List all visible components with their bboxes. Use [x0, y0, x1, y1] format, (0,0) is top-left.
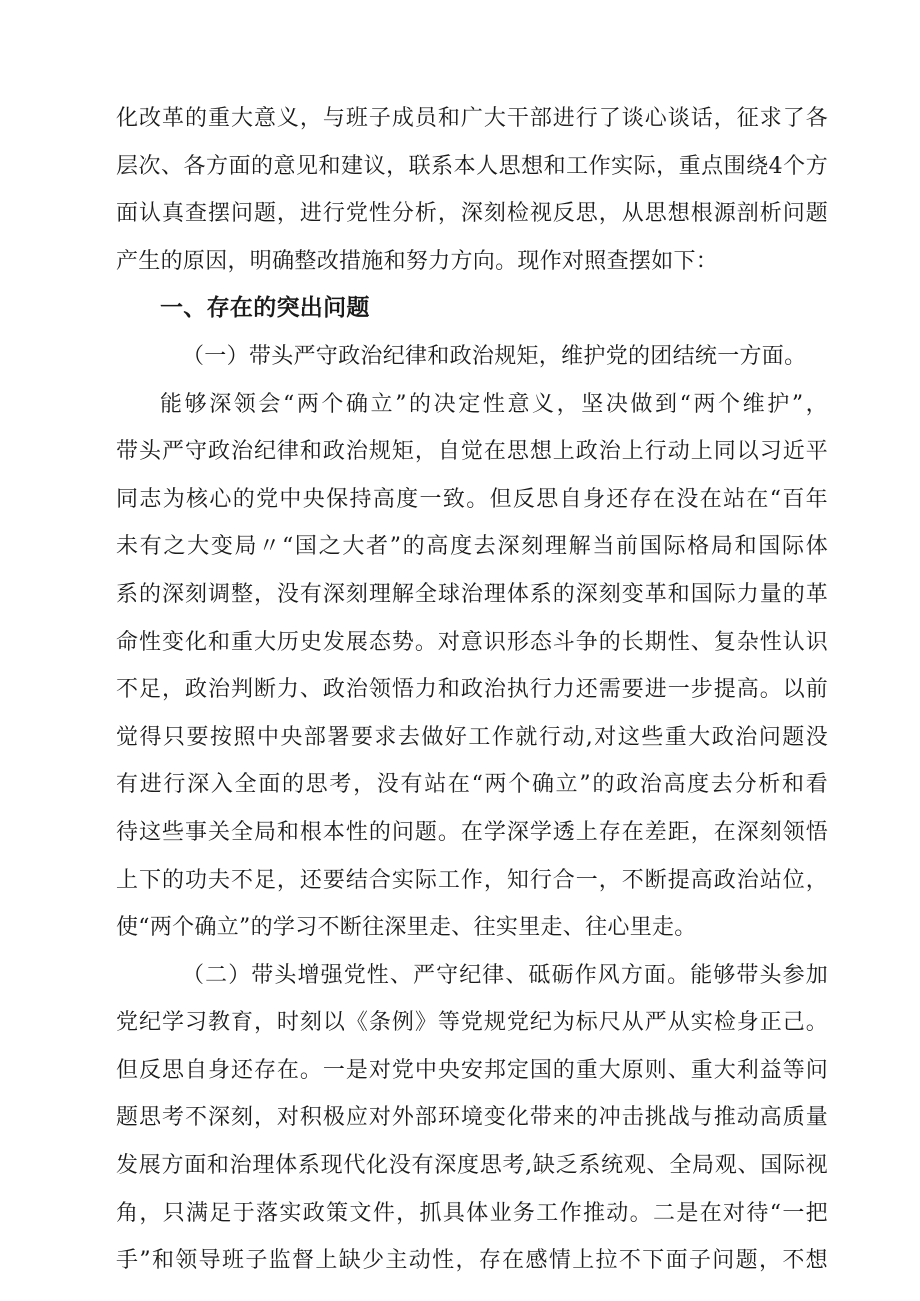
text-line: 觉得只要按照中央部署要求去做好工作就行动,对这些重大政治问题没 — [116, 724, 828, 750]
text-line: 但反思自身还存在。一是对党中央安邦定国的重大原则、重大利益等问 — [116, 1057, 828, 1083]
text-line: 手”和领导班子监督上缺少主动性，存在感情上拉不下面子问题，不想 — [116, 1248, 828, 1274]
text-line: 题思考不深刻，对积极应对外部环境变化带来的冲击挑战与推动高质量 — [116, 1105, 828, 1131]
text-line: 不足，政治判断力、政治领悟力和政治执行力还需要进一步提高。以前 — [116, 677, 828, 703]
text-line: 化改革的重大意义，与班子成员和广大干部进行了谈心谈话，征求了各 — [116, 106, 828, 131]
text-line: 面认真查摆问题，进行党性分析，深刻检视反思，从思想根源剖析问题 — [116, 201, 828, 227]
text-line: 待这些事关全局和根本性的问题。在学深学透上存在差距，在深刻领悟 — [116, 819, 828, 845]
text-line: 同志为核心的党中央保持高度一致。但反思自身还存在没在站在“百年 — [116, 486, 828, 512]
text-line: 上下的功夫不足，还要结合实际工作，知行合一，不断提高政治站位， — [116, 867, 828, 893]
text-line: 带头严守政治纪律和政治规矩，自觉在思想上政治上行动上同以习近平 — [116, 439, 828, 465]
text-line: 未有之大变局〃“国之大者”的高度去深刻理解当前国际格局和国际体 — [116, 534, 828, 560]
text-line: 产生的原因，明确整改措施和努力方向。现作对照查摆如下： — [116, 248, 719, 274]
text-line: 使“两个确立”的学习不断往深里走、往实里走、往心里走。 — [116, 915, 697, 941]
section-heading: 一、存在的突出问题 — [160, 295, 370, 322]
text-line: 系的深刻调整，没有深刻理解全球治理体系的深刻变革和国际力量的革 — [116, 581, 828, 607]
text-line: 党纪学习教育，时刻以《条例》等党规党纪为标尺从严从实检身正己。 — [116, 1010, 828, 1036]
text-line: 能够深领会“两个确立”的决定性意义，坚决做到“两个维护”， — [160, 391, 828, 417]
text-line: 角，只满足于落实政策文件，抓具体业务工作推动。二是在对待“一把 — [116, 1200, 828, 1226]
subsection-title: （一）带头严守政治纪律和政治规矩，维护党的团结统一方面。 — [182, 343, 807, 369]
text-line: 层次、各方面的意见和建议，联系本人思想和工作实际，重点围绕4个方 — [116, 153, 828, 179]
text-line: 发展方面和治理体系现代化没有深度思考,缺乏系统观、全局观、国际视 — [116, 1153, 828, 1179]
text-line: 命性变化和重大历史发展态势。对意识形态斗争的长期性、复杂性认识 — [116, 629, 828, 655]
subsection-title: （二）带头增强党性、严守纪律、砥砺作风方面。能够带头参加 — [182, 962, 828, 988]
document-body — [116, 95, 828, 1285]
text-line: 有进行深入全面的思考，没有站在“两个确立”的政治高度去分析和看 — [116, 772, 828, 798]
